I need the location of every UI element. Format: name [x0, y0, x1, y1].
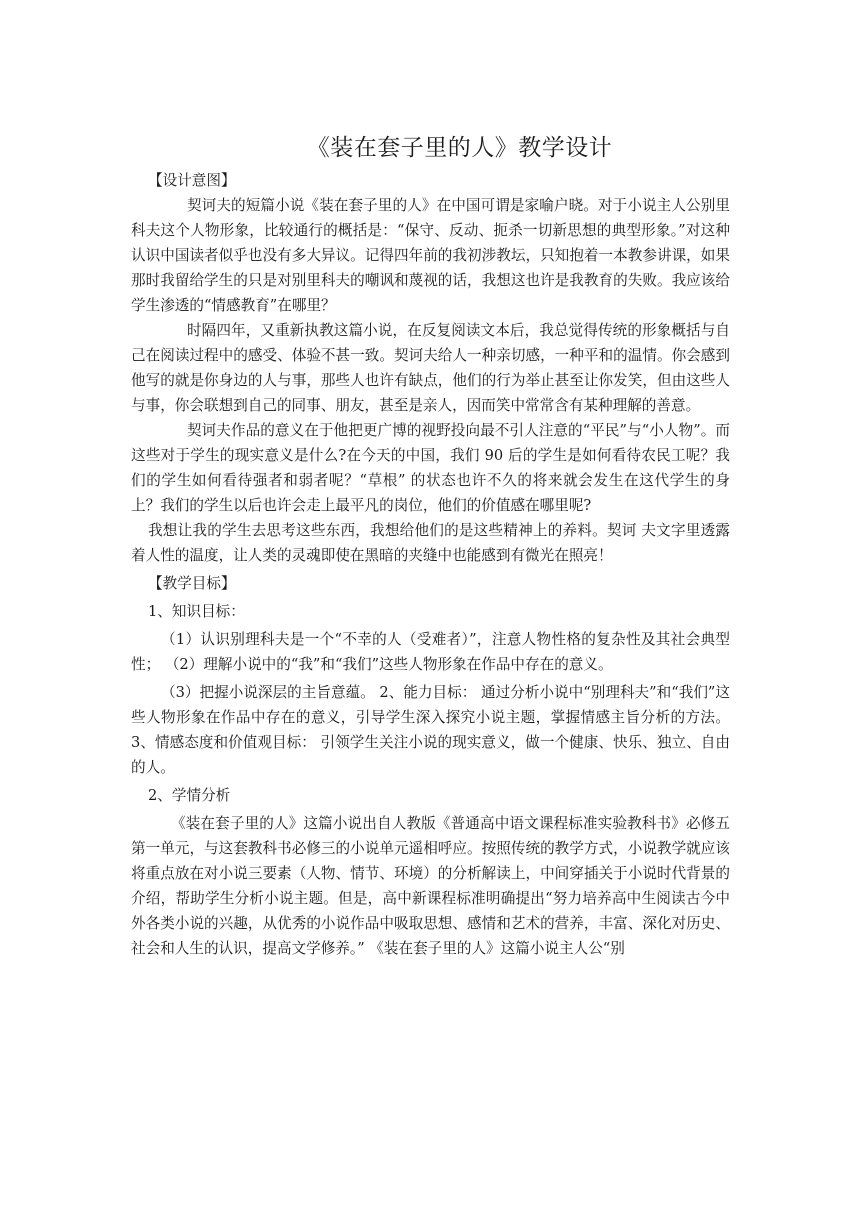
paragraph: 时隔四年，又重新执教这篇小说，在反复阅读文本后，我总觉得传统的形象概括与自己在阅读过程中的感受、体验不甚一致。契诃夫给人一种亲切感，一种平和的温情。你会感到他写的就是你身边的人与事，那些人也许有缺点，他们的行为举止甚至让你发笑，但由这些人与事，你会联想到自己的同事、朋友，甚至是亲人，因而笑中常常含有某种理解的善意。 — [131, 322, 730, 414]
section-heading-analysis: 2、学情分析 — [148, 787, 231, 804]
document-title: 《装在套子里的人》教学设计 — [306, 135, 613, 161]
paragraph: 《装在套子里的人》这篇小说出自人教版《普通高中语文课程标准实验教科书》必修五第一单元，与这套教科书必修三的小说单元遥相呼应。按照传统的教学方式，小说教学就应该将重点放在对小说三要素（人物、情节、环境）的分析解读上，中间穿插关于小说时代背景的介绍，帮助学生分析小说主题。但是，高中新课程标准明确提出“努力培养高中生阅读古今中外各类小说的兴趣，从优秀的小说作品中吸取思想、感情和艺术的营养，丰富、深化对历史、社会和人生的认识，提高文学修养。” 《装在套子里的人》这篇小说主人公“别 — [131, 815, 730, 957]
section-heading-goals: 【教学目标】 — [148, 575, 236, 592]
section-heading-design-intent: 【设计意图】 — [148, 172, 236, 189]
goal-item: （1）认识别理科夫是一个“不幸的人（受难者）”，注意人物性格的复杂性及其社会典型性； （2）理解小说中的“我”和“我们”这些人物形象在作品中存在的意义。 — [131, 631, 730, 673]
document-page — [131, 128, 730, 961]
paragraph: 我想让我的学生去思考这些东西，我想给他们的是这些精神上的养料。契诃 夫文字里透露着人性的温度，让人类的灵魂即使在黑暗的夹缝中也能感到有微光在照亮！ — [131, 522, 730, 564]
paragraph: 契诃夫的短篇小说《装在套子里的人》在中国可谓是家喻户晓。对于小说主人公别里科夫这个人物形象，比较通行的概括是：“保守、反动、扼杀一切新思想的典型形象。”对这种认识中国读者似乎也没有多大异议。记得四年前的我初涉教坛，只知抱着一本教参讲课，如果那时我留给学生的只是对别里科夫的嘲讽和蔑视的话，我想这也许是我教育的失败。我应该给学生渗透的“情感教育”在哪里？ — [131, 197, 730, 314]
paragraph: 契诃夫作品的意义在于他把更广博的视野投向最不引人注意的“平民”与“小人物”。而这些对于学生的现实意义是什么?在今天的中国，我们 90 后的学生是如何看待农民工呢？我们的学生如何看待强者和弱者呢？“草根” 的状态也许不久的将来就会发生在这代学生的身上？我们的学生以后也许会走上最平凡的岗位，他们的价值感在哪里呢? — [131, 422, 730, 514]
subheading-knowledge-goal: 1、知识目标： — [148, 603, 245, 620]
goal-item: （3）把握小说深层的主旨意蕴。 2、能力目标： 通过分析小说中“别理科夫”和“我们”这些人物形象在作品中存在的意义，引导学生深入探究小说主题，掌握情感主旨分析的方法。 3、情感态度和价值观目标： 引领学生关注小说的现实意义，做一个健康、快乐、独立、自由的人。 — [131, 684, 730, 776]
